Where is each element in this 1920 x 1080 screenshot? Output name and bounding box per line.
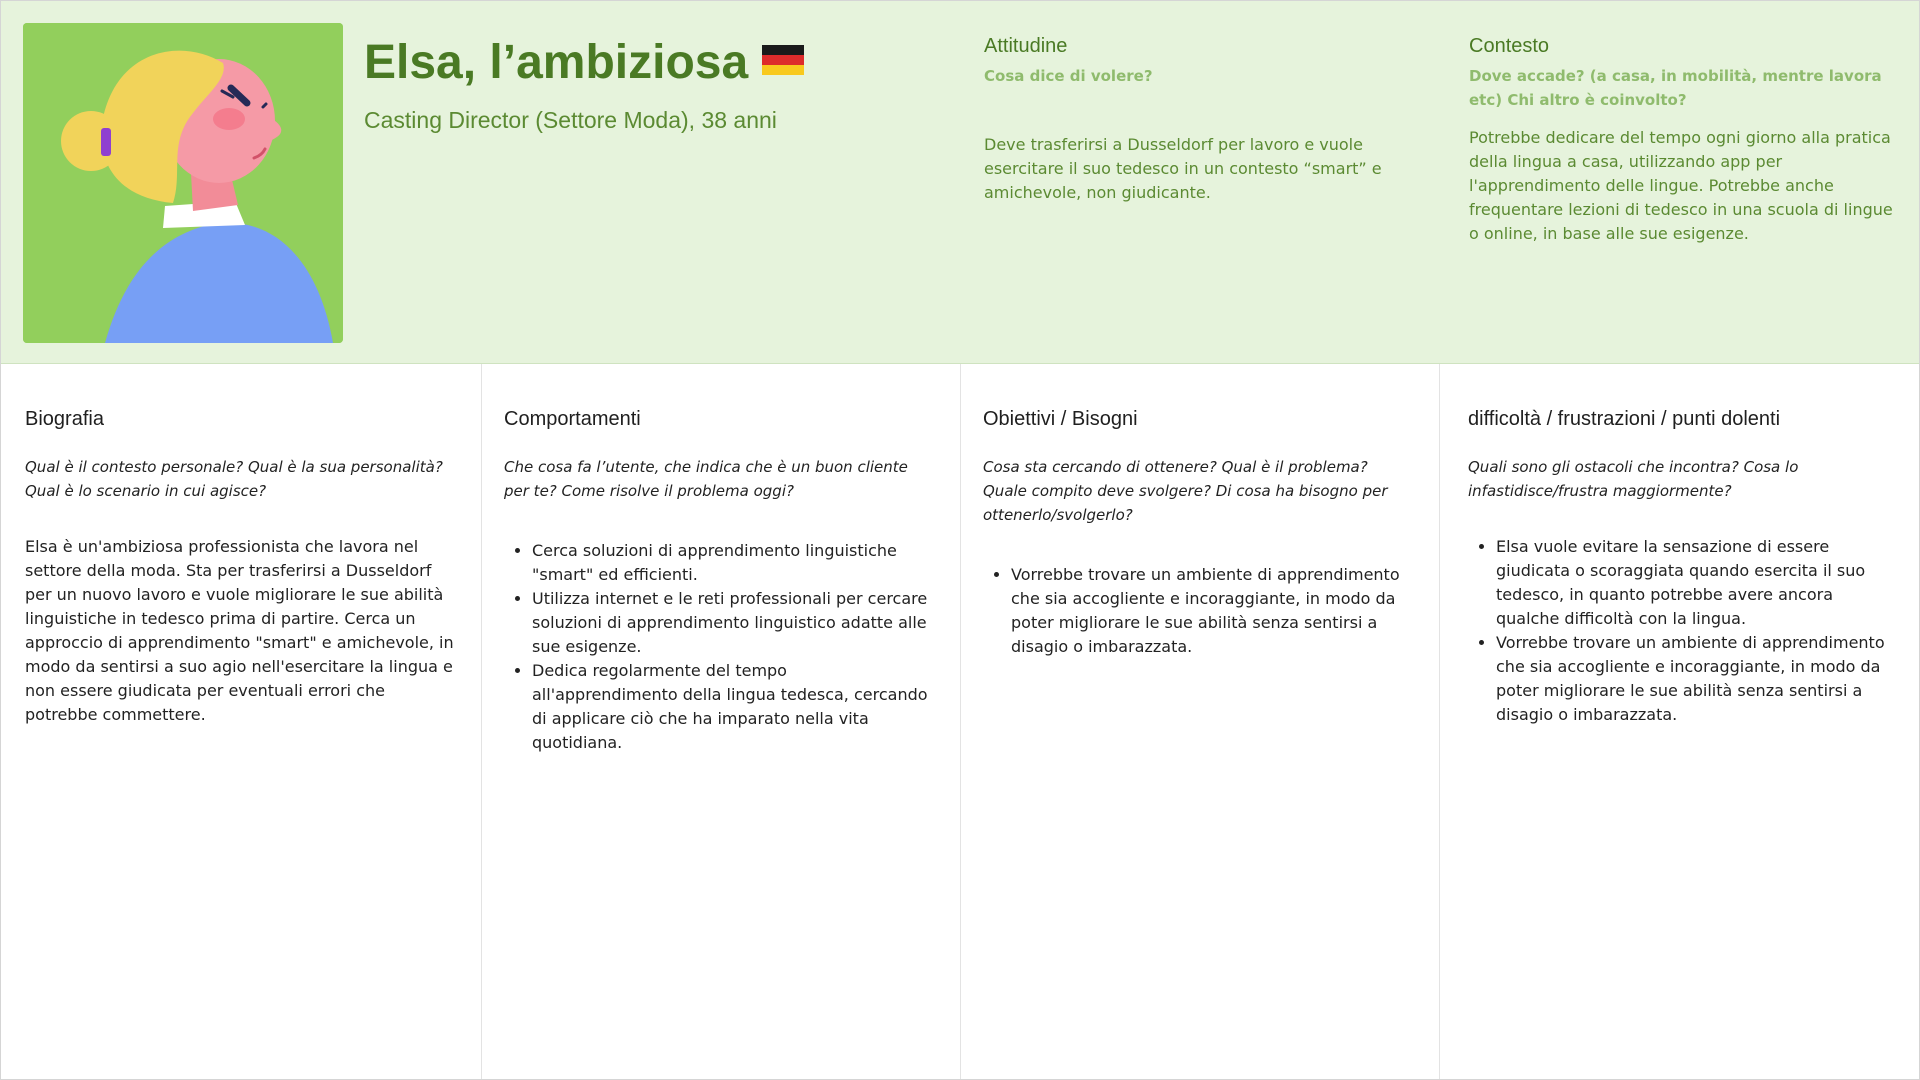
- persona-name-text: Elsa, l’ambiziosa: [364, 36, 749, 89]
- biography-column: [1, 364, 482, 1079]
- attitude-body: Deve trasferirsi a Dusseldorf per lavoro e vuole esercitare il suo tedesco in un contesto “smart” e amichevole, non giudicante.: [984, 135, 1382, 202]
- list-item: • Dedica regolarmente del tempo all'apprendimento della lingua tedesca, cercando di applicare ciò che ha imparato nella vita quotidiana.: [532, 659, 932, 755]
- pain-points-question: Quali sono gli ostacoli che incontra? Cosa lo infastidisce/frustra maggiormente?: [1468, 458, 1799, 500]
- pain-points-column: [1440, 364, 1919, 1079]
- behaviors-question: Che cosa fa l’utente, che indica che è un buon cliente per te? Come risolve il problema oggi?: [504, 458, 908, 500]
- list-item: • Utilizza internet e le reti professionali per cercare soluzioni di apprendimento linguistico adatte alle sue esigenze.: [532, 587, 932, 659]
- goals-title: Obiettivi / Bisogni: [983, 408, 1138, 430]
- persona-role: Casting Director (Settore Moda), 38 anni: [364, 107, 777, 133]
- context-question: Dove accade? (a casa, in mobilità, mentre lavora etc) Chi altro è coinvolto?: [1469, 67, 1882, 109]
- goals-question: Cosa sta cercando di ottenere? Qual è il problema? Quale compito deve svolgere? Di cosa ha bisogno per ottenerlo/svolgerlo?: [983, 458, 1388, 524]
- attitude-question: Cosa dice di volere?: [984, 67, 1153, 85]
- context-body: Potrebbe dedicare del tempo ogni giorno alla pratica della lingua a casa, utilizzando app per l'apprendimento delle lingue. Potrebbe anche frequentare lezioni di tedesco in una scuola di lingue o online, in base alle sue esigenze.: [1469, 128, 1893, 243]
- biography-title: Biografia: [25, 408, 104, 430]
- attitude-section: [984, 35, 1404, 205]
- pain-points-list: [1468, 535, 1895, 727]
- list-item: • Cerca soluzioni di apprendimento linguistiche "smart" ed efficienti.: [532, 539, 932, 587]
- pain-points-title: difficoltà / frustrazioni / punti dolenti: [1468, 408, 1781, 430]
- list-item: • Vorrebbe trovare un ambiente di apprendimento che sia accogliente e incoraggiante, in modo da poter migliorare le sue abilità senza sentirsi a disagio o imbarazzata.: [1496, 631, 1895, 727]
- behaviors-title: Comportamenti: [504, 408, 641, 430]
- persona-columns: [1, 364, 1919, 1079]
- persona-header: [1, 1, 1919, 364]
- context-section: [1469, 35, 1899, 246]
- behaviors-list: [504, 539, 932, 755]
- avatar-illustration: [23, 23, 343, 343]
- biography-body: Elsa è un'ambiziosa professionista che lavora nel settore della moda. Sta per trasferirsi a Dusseldorf per un nuovo lavoro e vuole migliorare le sue abilità linguistiche in tedesco prima di partire. Cerca un approccio di apprendimento "smart" e amichevole, in modo da sentirsi a suo agio nell'esercitare la lingua e non essere giudicata per eventuali errori che potrebbe commettere.: [25, 537, 454, 724]
- context-title: Contesto: [1469, 35, 1550, 57]
- biography-question: Qual è il contesto personale? Qual è la sua personalità? Qual è lo scenario in cui agisce?: [25, 458, 443, 500]
- germany-flag-icon: [762, 45, 804, 75]
- persona-avatar: [23, 23, 343, 343]
- behaviors-column: [482, 364, 961, 1079]
- persona-name: [364, 35, 804, 90]
- goals-list: [983, 563, 1411, 659]
- list-item: • Elsa vuole evitare la sensazione di essere giudicata o scoraggiata quando esercita il suo tedesco, in quanto potrebbe avere ancora qualche difficoltà con la lingua.: [1496, 535, 1895, 631]
- attitude-title: Attitudine: [984, 35, 1068, 57]
- list-item: • Vorrebbe trovare un ambiente di apprendimento che sia accogliente e incoraggiante, in modo da poter migliorare le sue abilità senza sentirsi a disagio o imbarazzata.: [1011, 563, 1411, 659]
- goals-column: [961, 364, 1440, 1079]
